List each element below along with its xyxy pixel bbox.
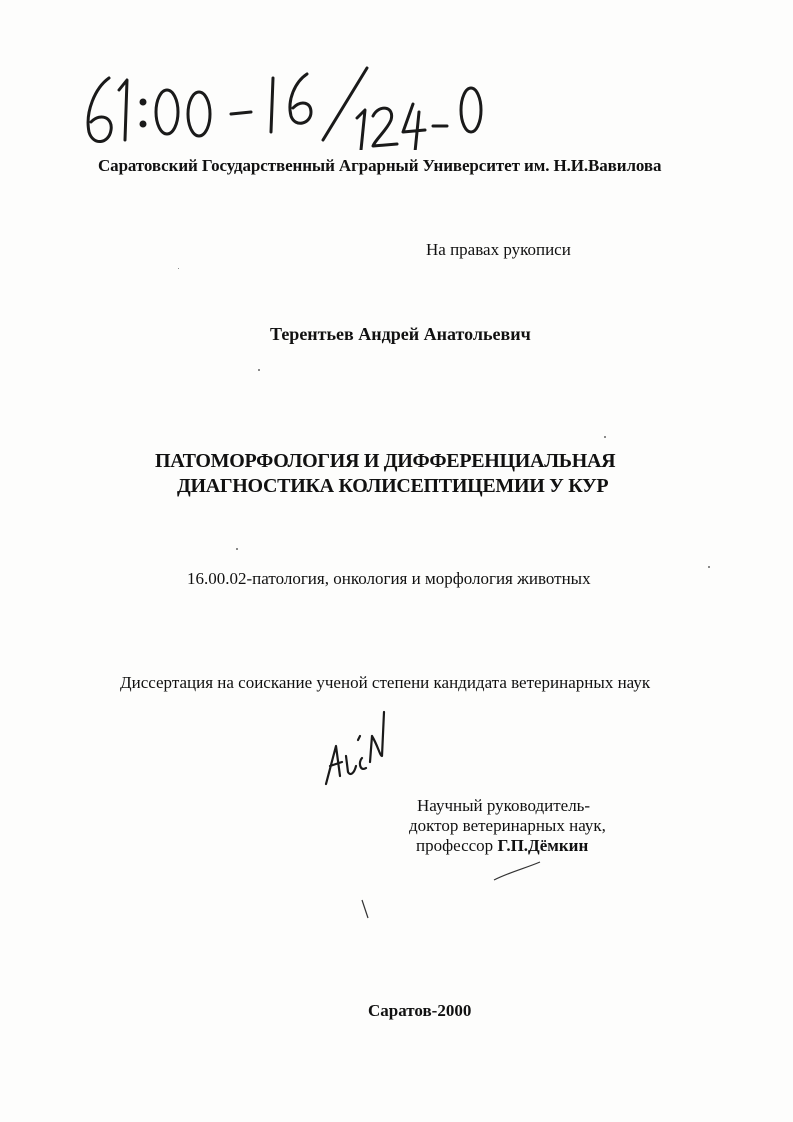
thesis-title-line-2: ДИАГНОСТИКА КОЛИСЕПТИЦЕМИИ У КУР	[177, 475, 609, 497]
supervisor-name-line	[416, 836, 588, 856]
manuscript-rights-note: На правах рукописи	[426, 240, 571, 259]
scan-speck	[258, 369, 260, 371]
pen-stroke-mark	[492, 860, 542, 882]
pen-tick-mark	[360, 898, 372, 920]
scan-speck	[236, 548, 238, 550]
signature-mark	[318, 706, 392, 790]
supervisor-degree: доктор ветеринарных наук,	[409, 816, 606, 835]
specialty-code: 16.00.02-патология, онкология и морфология животных	[187, 569, 591, 588]
scan-speck	[708, 566, 710, 568]
scan-speck	[178, 268, 179, 269]
scan-speck	[604, 436, 606, 438]
city-year: Саратов-2000	[368, 1001, 472, 1020]
handwritten-archive-code	[75, 60, 515, 150]
supervisor-name: Г.П.Дёмкин	[497, 836, 589, 855]
university-name: Саратовский Государственный Аграрный Университет им. Н.И.Вавилова	[98, 156, 662, 175]
author-name: Терентьев Андрей Анатольевич	[270, 324, 531, 344]
dissertation-note: Диссертация на соискание ученой степени кандидата ветеринарных наук	[120, 673, 651, 692]
supervisor-title: Научный руководитель-	[417, 796, 591, 815]
supervisor-rank: профессор	[416, 836, 494, 855]
thesis-title-line-1: ПАТОМОРФОЛОГИЯ И ДИФФЕРЕНЦИАЛЬНАЯ	[155, 450, 616, 472]
